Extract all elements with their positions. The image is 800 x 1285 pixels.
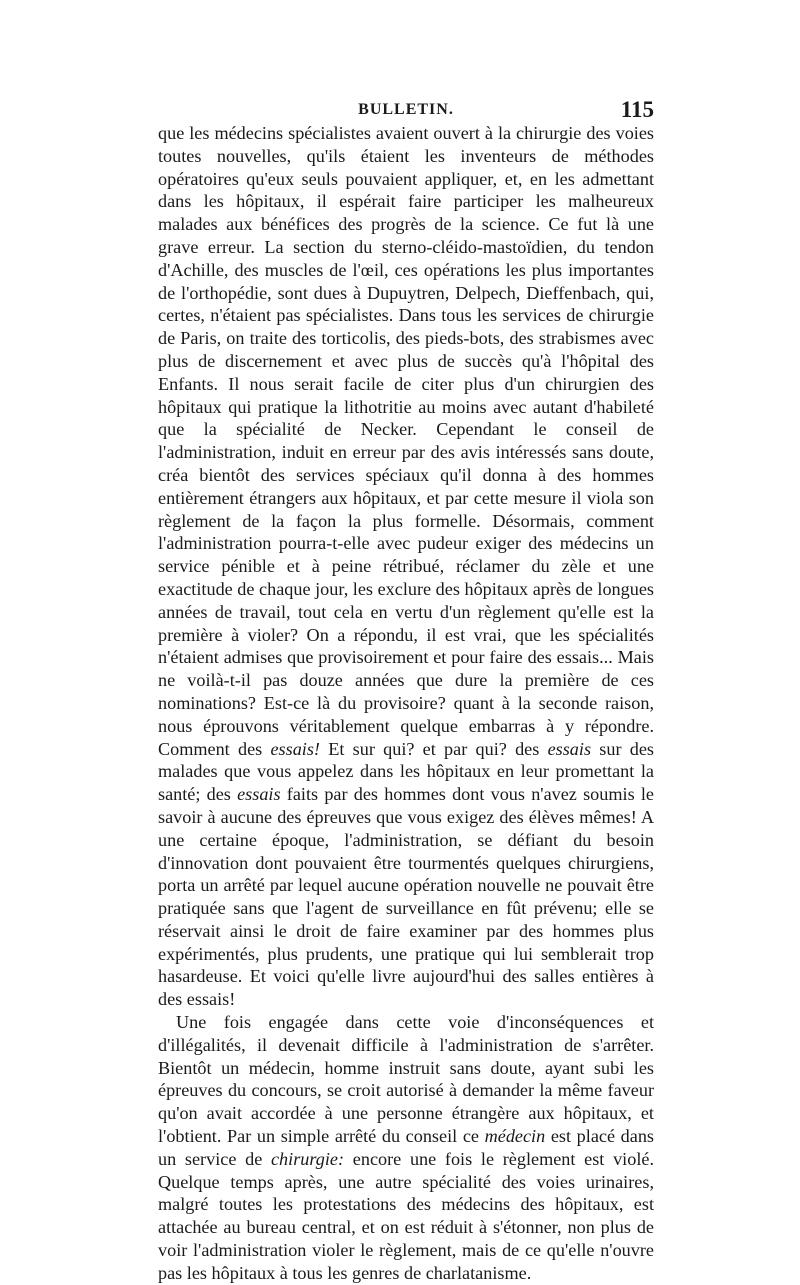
text-run: Une fois engagée dans cette voie d'inconséquences et d'illégalités, il devenait difficile à l'administration de s'arrêter. Bientôt un médecin, homme instruit sans doute, ayant subi les épreuves du concours, se croit autorisé à demander la même faveur qu'on avait accordée à une personne étrangère aux hôpitaux, et l'obtient. Par un simple arrêté du conseil ce bbox=[158, 1012, 654, 1147]
paragraph-2 bbox=[158, 1011, 654, 1285]
text-run: faits par des hommes dont vous n'avez soumis le savoir à aucune des épreuves que vous exigez des élèves mêmes! A une certaine époque, l'administration, se défiant du besoin d'innovation dont pouvaient être tourmentés quelques chirurgiens, porta un arrêté par lequel aucune opération nouvelle ne pouvait être pratiquée sans que l'agent de surveillance en fût prévenu; elle se réservait ainsi le droit de faire examiner par des hommes plus expérimentés, plus prudents, une pratique qui lui semblerait trop hasardeuse. Et voici qu'elle livre aujourd'hui des salles entières à des essais! bbox=[158, 784, 654, 1010]
italic-run: médecin bbox=[484, 1126, 546, 1147]
page-number: 115 bbox=[620, 97, 654, 122]
italic-run: essais! bbox=[270, 738, 320, 759]
italic-run: essais bbox=[547, 738, 592, 759]
italic-run: essais bbox=[237, 784, 281, 805]
running-title: BULLETIN. bbox=[358, 101, 454, 118]
text-run: est placé dans un service de bbox=[158, 1126, 655, 1169]
running-head bbox=[158, 98, 654, 122]
text-run: encore une fois le règlement est violé. Quelque temps après, une autre spécialité des voies urinaires, malgré toutes les protestations des médecins des hôpitaux, est attachée au bureau central, et on est réduit à s'étonner, non plus de voir l'administration violer le règlement, mais de ce qu'elle n'ouvre pas les hôpitaux à tous les genres de charlatanisme. bbox=[158, 1148, 654, 1283]
italic-run: chirurgie: bbox=[270, 1148, 345, 1169]
paragraph-1 bbox=[158, 122, 654, 1011]
text-run: sur des malades que vous appelez dans les hôpitaux en leur promettant la santé; des bbox=[158, 738, 654, 805]
body-text bbox=[158, 122, 654, 1285]
text-run: Et sur qui? et par qui? des bbox=[320, 738, 548, 759]
text-run: que les médecins spécialistes avaient ouvert à la chirurgie des voies toutes nouvelles, qu'ils étaient les inventeurs de méthodes opératoires qu'eux seuls pouvaient appliquer, et, en les admettant dans les hôpitaux, il espérait faire participer les malheureux malades aux bénéfices des progrès de la science. Ce fut là une grave erreur. La section du sterno-cléido-mastoïdien, du tendon d'Achille, des muscles de l'œil, ces opérations les plus importantes de l'orthopédie, sont dues à Dupuytren, Delpech, Dieffenbach, qui, certes, n'étaient pas spécialistes. Dans tous les services de chirurgie de Paris, on traite des torticolis, des pieds-bots, des strabismes avec plus de discernement et avec plus de succès qu'à l'hôpital des Enfants. Il nous serait facile de citer plus d'un chirurgien des hôpitaux qui pratique la lithotritie au moins avec autant d'habileté que la spécialité de Necker. Cependant le conseil de l'administration, induit en erreur par des avis intéressés sans doute, créa bientôt des services spéciaux qu'il donna à des hommes entièrement étrangers aux hôpitaux, et par cette mesure il viola son règlement de la façon la plus formelle. Désormais, comment l'administration pourra-t-elle avec pudeur exiger des médecins un service pénible et à peine rétribué, réclamer du zèle et une exactitude de chaque jour, les exclure des hôpitaux après de longues années de travail, tout cela en vertu d'un règlement qu'elle est la première à violer? On a répondu, il est vrai, que les spécialités n'étaient admises que provisoirement et pour faire des essais... Mais ne voilà-t-il pas douze années que dure la première de ces nominations? Est-ce là du provisoire? quant à la seconde raison, nous éprouvons véritablement quelque embarras à y répondre. Comment des bbox=[158, 123, 654, 759]
